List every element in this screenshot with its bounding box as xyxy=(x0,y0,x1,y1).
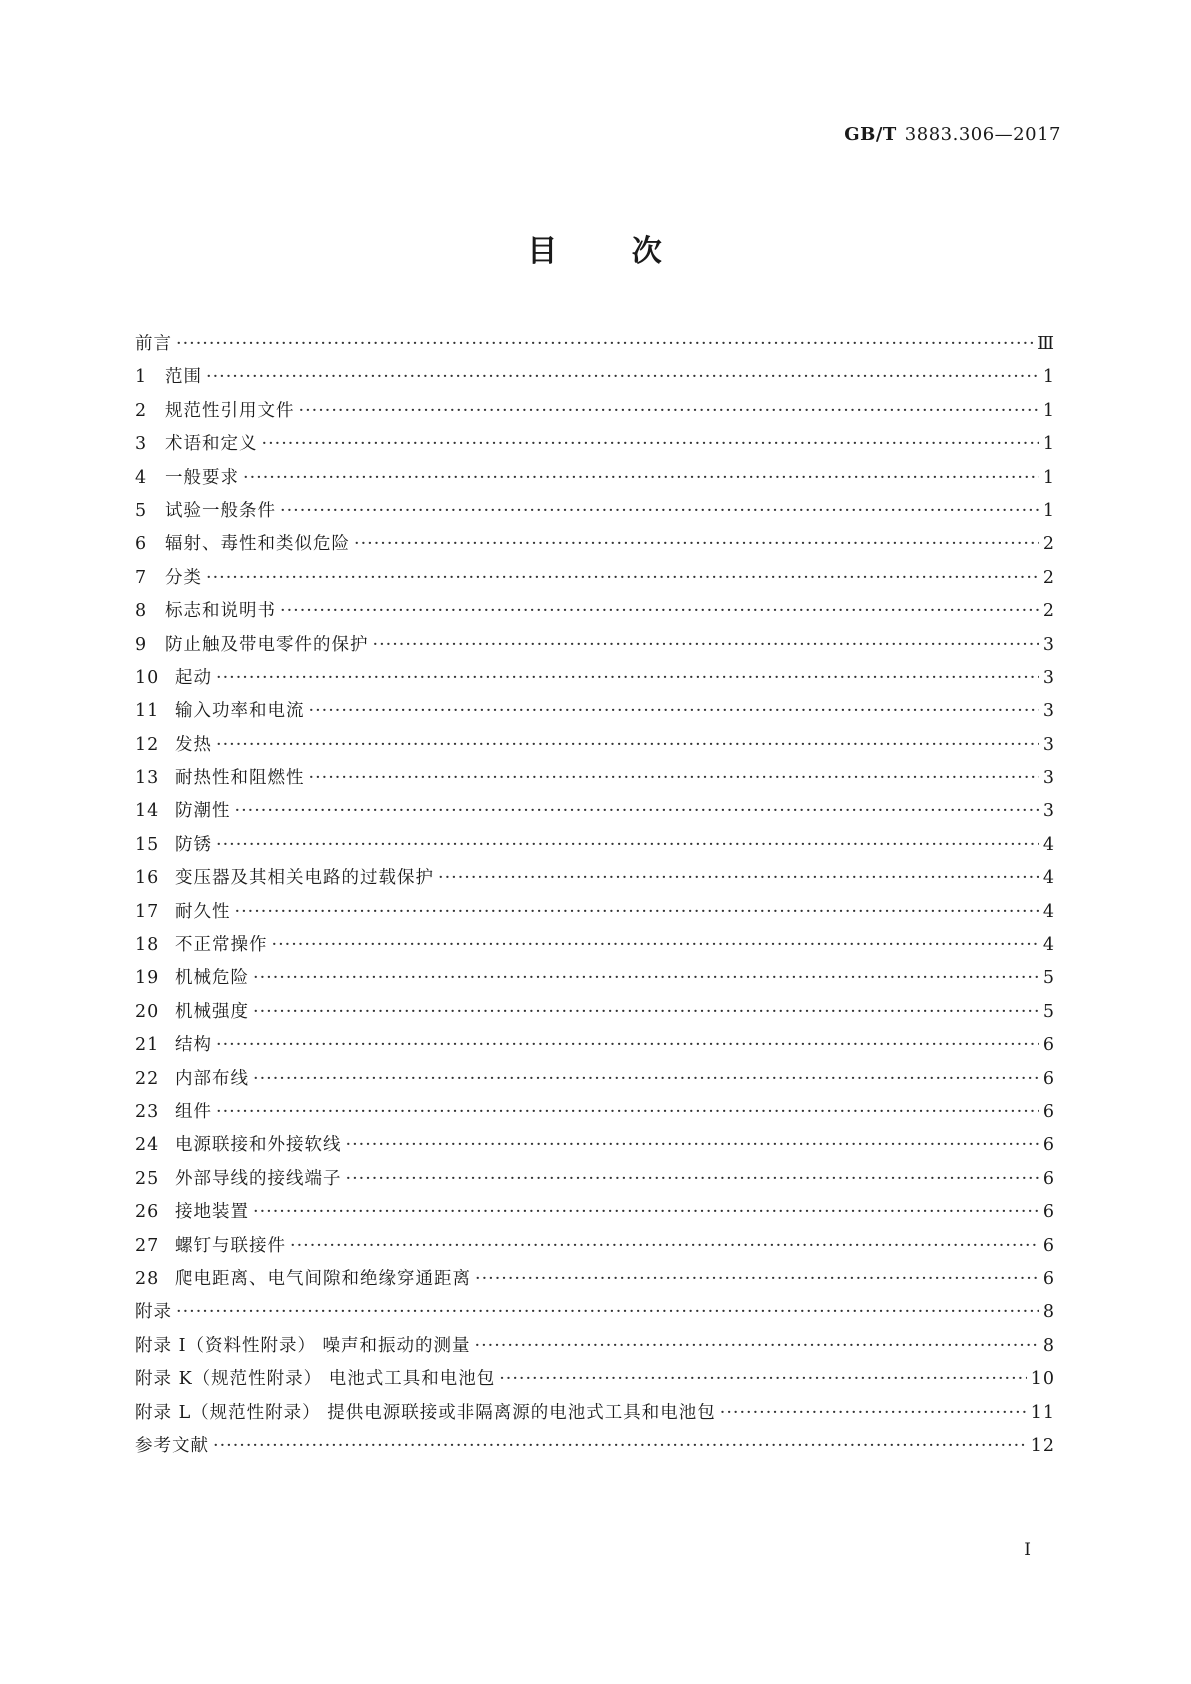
toc-entry[interactable] xyxy=(135,1031,1055,1064)
toc-entry-page: 1 xyxy=(1042,500,1055,521)
toc-entry-number: 15 xyxy=(135,834,160,855)
toc-entry-page: 2 xyxy=(1042,534,1055,555)
toc-entry[interactable] xyxy=(135,931,1055,964)
toc-leader-dots xyxy=(438,868,1039,888)
toc-entry-page: 2 xyxy=(1042,601,1055,622)
toc-leader-dots xyxy=(720,1403,1027,1423)
toc-entry-page: 2 xyxy=(1042,567,1055,588)
toc-leader-dots xyxy=(280,501,1039,521)
toc-entry-page: 5 xyxy=(1042,968,1055,989)
toc-entry-title: 一般要求 xyxy=(165,467,239,488)
toc-leader-dots xyxy=(235,902,1039,922)
toc-entry-number: 11 xyxy=(135,701,160,722)
toc-entry-page: 6 xyxy=(1042,1168,1055,1189)
toc-leader-dots xyxy=(213,1436,1027,1456)
standard-number xyxy=(844,124,1061,145)
toc-entry[interactable] xyxy=(135,397,1055,430)
toc-entry-page: 6 xyxy=(1042,1202,1055,1223)
toc-entry[interactable] xyxy=(135,898,1055,931)
toc-entry-number: 1 xyxy=(135,367,148,388)
toc-leader-dots xyxy=(216,1035,1039,1055)
toc-entry-title: 耐热性和阻燃性 xyxy=(175,768,305,789)
toc-leader-dots xyxy=(253,1069,1039,1089)
toc-entry[interactable] xyxy=(135,530,1055,563)
toc-entry-title: 螺钉与联接件 xyxy=(175,1235,286,1256)
toc-entry[interactable] xyxy=(135,1198,1055,1231)
toc-entry-title: 附录 xyxy=(135,1302,172,1323)
toc-entry-title: 辐射、毒性和类似危险 xyxy=(165,534,350,555)
toc-leader-dots xyxy=(216,668,1039,688)
toc-entry-page: 3 xyxy=(1042,801,1055,822)
toc-entry[interactable] xyxy=(135,1332,1055,1365)
toc-entry-page: 6 xyxy=(1042,1068,1055,1089)
toc-entry[interactable] xyxy=(135,464,1055,497)
toc-entry-page: 12 xyxy=(1030,1435,1055,1456)
toc-entry-number: 26 xyxy=(135,1202,160,1223)
toc-entry-title: 电源联接和外接软线 xyxy=(175,1135,342,1156)
toc-entry-number: 3 xyxy=(135,434,148,455)
toc-entry-page: 10 xyxy=(1030,1369,1055,1390)
toc-entry-number: 23 xyxy=(135,1101,160,1122)
toc-leader-dots xyxy=(262,434,1039,454)
toc-leader-dots xyxy=(475,1269,1039,1289)
toc-leader-dots xyxy=(475,1336,1039,1356)
toc-entry[interactable] xyxy=(135,1165,1055,1198)
toc-entry[interactable] xyxy=(135,1232,1055,1265)
toc-leader-dots xyxy=(346,1135,1039,1155)
toc-entry-title: 机械危险 xyxy=(175,968,249,989)
toc-entry-page: 6 xyxy=(1042,1101,1055,1122)
toc-entry-number: 18 xyxy=(135,935,160,956)
toc-leader-dots xyxy=(253,1002,1039,1022)
toc-entry-number: 7 xyxy=(135,567,148,588)
toc-entry-title: 附录 I（资料性附录） 噪声和振动的测量 xyxy=(135,1335,471,1356)
toc-leader-dots xyxy=(243,468,1039,488)
toc-entry-title: 起动 xyxy=(175,667,212,688)
toc-entry-title: 输入功率和电流 xyxy=(175,701,305,722)
toc-entry-page: 4 xyxy=(1042,868,1055,889)
page-title: 目 次 xyxy=(527,234,664,269)
toc-entry-page: 6 xyxy=(1042,1268,1055,1289)
toc-entry-title: 前言 xyxy=(135,334,172,354)
toc-entry-title: 试验一般条件 xyxy=(165,500,276,521)
toc-entry[interactable] xyxy=(135,1432,1055,1465)
toc-entry-title: 标志和说明书 xyxy=(165,601,276,622)
toc-entry-title: 接地装置 xyxy=(175,1202,249,1223)
toc-entry[interactable] xyxy=(135,564,1055,597)
toc-entry-title: 机械强度 xyxy=(175,1001,249,1022)
toc-entry-page: 4 xyxy=(1042,834,1055,855)
toc-entry-number: 19 xyxy=(135,968,160,989)
toc-leader-dots xyxy=(299,401,1039,421)
toc-entry-title: 规范性引用文件 xyxy=(165,400,295,421)
toc-leader-dots xyxy=(290,1236,1039,1256)
toc-entry[interactable] xyxy=(135,797,1055,830)
toc-leader-dots xyxy=(373,635,1039,655)
toc-entry-number: 8 xyxy=(135,601,148,622)
toc-entry-page: 4 xyxy=(1042,935,1055,956)
toc-leader-dots xyxy=(309,701,1039,721)
toc-entry-title: 参考文献 xyxy=(135,1435,209,1456)
toc-entry[interactable] xyxy=(135,998,1055,1031)
toc-entry[interactable] xyxy=(135,864,1055,897)
toc-entry-number: 27 xyxy=(135,1235,160,1256)
toc-entry[interactable] xyxy=(135,1131,1055,1164)
toc-entry-title: 耐久性 xyxy=(175,901,231,922)
toc-entry-title: 发热 xyxy=(175,734,212,755)
toc-leader-dots xyxy=(216,835,1039,855)
toc-entry-number: 9 xyxy=(135,634,148,655)
toc-entry-title: 组件 xyxy=(175,1101,212,1122)
toc-entry[interactable] xyxy=(135,1365,1055,1398)
toc-entry-number: 24 xyxy=(135,1135,160,1156)
toc-entry-page: 4 xyxy=(1042,901,1055,922)
toc-leader-dots xyxy=(206,568,1039,588)
toc-entry-page: 3 xyxy=(1042,634,1055,655)
toc-entry-page: 8 xyxy=(1042,1302,1055,1323)
toc-leader-dots xyxy=(216,735,1039,755)
toc-entry-title: 不正常操作 xyxy=(175,935,268,956)
table-of-contents xyxy=(135,330,1055,1465)
page-number: I xyxy=(1024,1540,1031,1560)
toc-entry[interactable] xyxy=(135,1265,1055,1298)
toc-entry-page: 11 xyxy=(1030,1402,1055,1423)
toc-entry-page: 1 xyxy=(1042,434,1055,455)
toc-leader-dots xyxy=(216,1102,1039,1122)
toc-entry-page: 6 xyxy=(1042,1235,1055,1256)
toc-entry-page: 6 xyxy=(1042,1035,1055,1056)
toc-entry-title: 范围 xyxy=(165,367,202,388)
toc-entry-page: 1 xyxy=(1042,400,1055,421)
toc-entry[interactable] xyxy=(135,330,1055,363)
toc-leader-dots xyxy=(309,768,1039,788)
toc-leader-dots xyxy=(253,968,1039,988)
toc-entry-page: 5 xyxy=(1042,1001,1055,1022)
toc-entry-page: 3 xyxy=(1042,734,1055,755)
toc-entry-number: 10 xyxy=(135,667,160,688)
toc-entry-number: 12 xyxy=(135,734,160,755)
toc-entry[interactable] xyxy=(135,597,1055,630)
toc-entry[interactable] xyxy=(135,664,1055,697)
toc-entry-page: 8 xyxy=(1042,1335,1055,1356)
toc-entry-page: 1 xyxy=(1042,367,1055,388)
toc-entry[interactable] xyxy=(135,1098,1055,1131)
toc-leader-dots xyxy=(354,534,1039,554)
toc-entry-title: 内部布线 xyxy=(175,1068,249,1089)
toc-entry-number: 4 xyxy=(135,467,148,488)
toc-entry-title: 附录 L（规范性附录） 提供电源联接或非隔离源的电池式工具和电池包 xyxy=(135,1402,716,1423)
toc-entry-page: 3 xyxy=(1042,768,1055,789)
toc-entry-title: 爬电距离、电气间隙和绝缘穿通距离 xyxy=(175,1268,471,1289)
toc-entry-title: 结构 xyxy=(175,1035,212,1056)
toc-entry[interactable] xyxy=(135,831,1055,864)
toc-entry-number: 13 xyxy=(135,768,160,789)
toc-entry[interactable] xyxy=(135,1298,1055,1331)
toc-entry[interactable] xyxy=(135,1399,1055,1432)
toc-leader-dots xyxy=(176,334,1033,354)
toc-entry[interactable] xyxy=(135,430,1055,463)
toc-entry-page: 3 xyxy=(1042,701,1055,722)
toc-entry-number: 6 xyxy=(135,534,148,555)
toc-leader-dots xyxy=(499,1369,1027,1389)
toc-leader-dots xyxy=(346,1169,1039,1189)
toc-entry-title: 术语和定义 xyxy=(165,434,258,455)
toc-leader-dots xyxy=(235,801,1039,821)
toc-entry-number: 20 xyxy=(135,1001,160,1022)
toc-entry-number: 22 xyxy=(135,1068,160,1089)
toc-entry-number: 21 xyxy=(135,1035,160,1056)
toc-entry-title: 外部导线的接线端子 xyxy=(175,1168,342,1189)
toc-entry-number: 25 xyxy=(135,1168,160,1189)
toc-leader-dots xyxy=(280,601,1039,621)
toc-entry-title: 防潮性 xyxy=(175,801,231,822)
toc-leader-dots xyxy=(176,1302,1039,1322)
toc-leader-dots xyxy=(253,1202,1039,1222)
toc-entry-number: 2 xyxy=(135,400,148,421)
toc-entry-title: 防锈 xyxy=(175,834,212,855)
toc-entry-title: 分类 xyxy=(165,567,202,588)
toc-entry[interactable] xyxy=(135,697,1055,730)
toc-entry[interactable] xyxy=(135,497,1055,530)
toc-entry-number: 5 xyxy=(135,500,148,521)
toc-entry-title: 防止触及带电零件的保护 xyxy=(165,634,369,655)
standard-code: 3883.306—2017 xyxy=(904,124,1061,145)
toc-entry-title: 变压器及其相关电路的过载保护 xyxy=(175,868,434,889)
toc-entry[interactable] xyxy=(135,731,1055,764)
toc-entry[interactable] xyxy=(135,964,1055,997)
toc-leader-dots xyxy=(272,935,1039,955)
toc-leader-dots xyxy=(206,367,1039,387)
toc-entry[interactable] xyxy=(135,631,1055,664)
toc-entry[interactable] xyxy=(135,363,1055,396)
toc-entry-number: 16 xyxy=(135,868,160,889)
toc-entry-number: 17 xyxy=(135,901,160,922)
toc-entry-page: 3 xyxy=(1042,667,1055,688)
toc-entry[interactable] xyxy=(135,764,1055,797)
toc-entry[interactable] xyxy=(135,1065,1055,1098)
standard-prefix: GB/T xyxy=(844,124,897,145)
toc-entry-title: 附录 K（规范性附录） 电池式工具和电池包 xyxy=(135,1369,496,1390)
toc-entry-number: 14 xyxy=(135,801,160,822)
toc-entry-page: Ⅲ xyxy=(1037,334,1055,354)
toc-entry-page: 1 xyxy=(1042,467,1055,488)
toc-entry-page: 6 xyxy=(1042,1135,1055,1156)
toc-entry-number: 28 xyxy=(135,1268,160,1289)
